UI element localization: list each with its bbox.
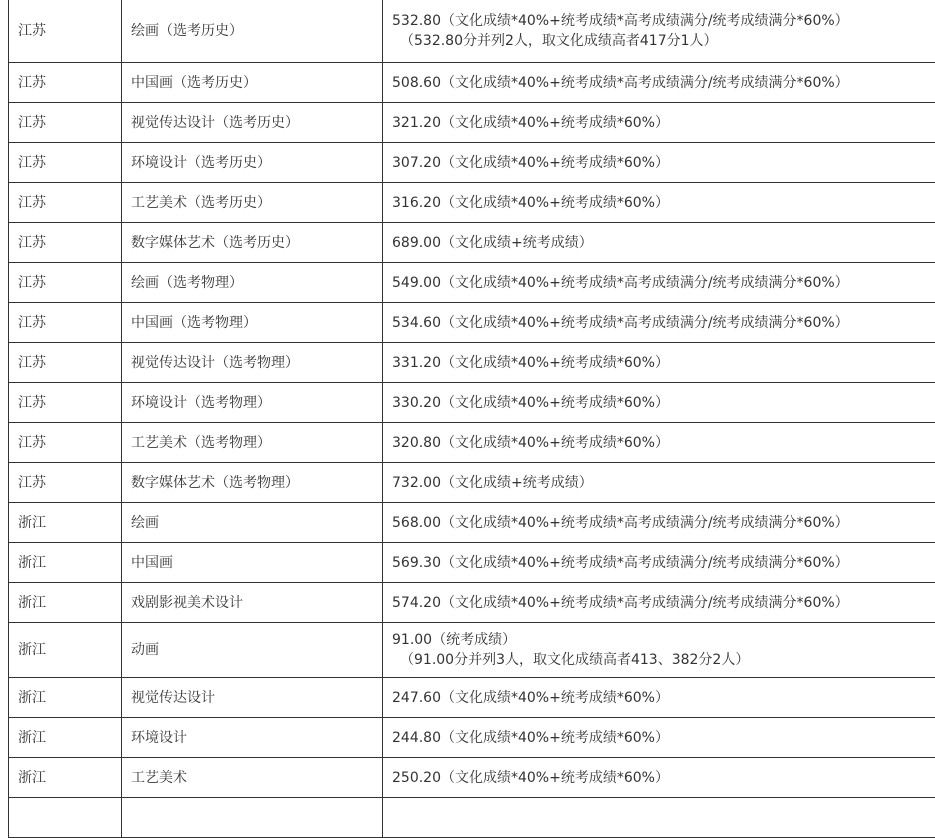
major-cell [122, 798, 383, 838]
major-cell: 视觉传达设计 [122, 678, 383, 718]
score-cell: 250.20（文化成绩*40%+统考成绩*60%） [383, 758, 935, 798]
table-row [9, 503, 935, 543]
score-cell: 307.20（文化成绩*40%+统考成绩*60%） [383, 143, 935, 183]
province-cell: 江苏 [9, 383, 122, 423]
table-row [9, 183, 935, 223]
score-cell: 321.20（文化成绩*40%+统考成绩*60%） [383, 103, 935, 143]
score-cell: 568.00（文化成绩*40%+统考成绩*高考成绩满分/统考成绩满分*60%） [383, 503, 935, 543]
province-cell: 浙江 [9, 503, 122, 543]
major-cell: 环境设计（选考历史） [122, 143, 383, 183]
score-cell: 320.80（文化成绩*40%+统考成绩*60%） [383, 423, 935, 463]
province-cell: 浙江 [9, 718, 122, 758]
province-cell: 江苏 [9, 423, 122, 463]
score-cell [383, 798, 935, 838]
table-row [9, 718, 935, 758]
table-row [9, 678, 935, 718]
score-cell: 330.20（文化成绩*40%+统考成绩*60%） [383, 383, 935, 423]
score-cell: 316.20（文化成绩*40%+统考成绩*60%） [383, 183, 935, 223]
score-cell: 569.30（文化成绩*40%+统考成绩*高考成绩满分/统考成绩满分*60%） [383, 543, 935, 583]
score-cell: 247.60（文化成绩*40%+统考成绩*60%） [383, 678, 935, 718]
table-row [9, 0, 935, 63]
table-row [9, 623, 935, 678]
major-cell: 视觉传达设计（选考物理） [122, 343, 383, 383]
table-row [9, 543, 935, 583]
score-cell: 331.20（文化成绩*40%+统考成绩*60%） [383, 343, 935, 383]
table-row [9, 143, 935, 183]
major-cell: 数字媒体艺术（选考物理） [122, 463, 383, 503]
province-cell: 浙江 [9, 758, 122, 798]
major-cell: 绘画（选考物理） [122, 263, 383, 303]
province-cell: 江苏 [9, 463, 122, 503]
table-row [9, 223, 935, 263]
province-cell: 江苏 [9, 63, 122, 103]
score-cell: 574.20（文化成绩*40%+统考成绩*高考成绩满分/统考成绩满分*60%） [383, 583, 935, 623]
score-cell: 549.00（文化成绩*40%+统考成绩*高考成绩满分/统考成绩满分*60%） [383, 263, 935, 303]
table-row [9, 583, 935, 623]
major-cell: 工艺美术（选考物理） [122, 423, 383, 463]
province-cell: 江苏 [9, 303, 122, 343]
province-cell [9, 798, 122, 838]
table-row [9, 303, 935, 343]
major-cell: 绘画 [122, 503, 383, 543]
table-row [9, 63, 935, 103]
province-cell: 浙江 [9, 623, 122, 678]
score-cell: 244.80（文化成绩*40%+统考成绩*60%） [383, 718, 935, 758]
major-cell: 动画 [122, 623, 383, 678]
major-cell: 视觉传达设计（选考历史） [122, 103, 383, 143]
major-cell: 中国画（选考历史） [122, 63, 383, 103]
score-text: 91.00（统考成绩） [392, 632, 516, 648]
major-cell: 中国画 [122, 543, 383, 583]
major-cell: 数字媒体艺术（选考历史） [122, 223, 383, 263]
table-row [9, 463, 935, 503]
province-cell: 江苏 [9, 0, 122, 63]
score-note: （532.80分并列2人，取文化成绩高者417分1人） [392, 31, 927, 51]
table-row [9, 423, 935, 463]
province-cell: 浙江 [9, 543, 122, 583]
province-cell: 江苏 [9, 263, 122, 303]
score-note: （91.00分并列3人，取文化成绩高者413、382分2人） [392, 650, 927, 670]
major-cell: 环境设计 [122, 718, 383, 758]
major-cell: 环境设计（选考物理） [122, 383, 383, 423]
score-cell: 534.60（文化成绩*40%+统考成绩*高考成绩满分/统考成绩满分*60%） [383, 303, 935, 343]
table-row [9, 383, 935, 423]
table-row [9, 343, 935, 383]
province-cell: 江苏 [9, 143, 122, 183]
table-row [9, 103, 935, 143]
major-cell: 工艺美术 [122, 758, 383, 798]
major-cell: 工艺美术（选考历史） [122, 183, 383, 223]
table-row [9, 758, 935, 798]
score-cell: 508.60（文化成绩*40%+统考成绩*高考成绩满分/统考成绩满分*60%） [383, 63, 935, 103]
score-text: 532.80（文化成绩*40%+统考成绩*高考成绩满分/统考成绩满分*60%） [392, 13, 849, 29]
province-cell: 浙江 [9, 678, 122, 718]
province-cell: 江苏 [9, 343, 122, 383]
table-row [9, 798, 935, 838]
score-cell [383, 623, 935, 678]
major-cell: 绘画（选考历史） [122, 0, 383, 63]
score-cell: 689.00（文化成绩+统考成绩） [383, 223, 935, 263]
province-cell: 浙江 [9, 583, 122, 623]
table-row [9, 263, 935, 303]
major-cell: 戏剧影视美术设计 [122, 583, 383, 623]
score-cell: 732.00（文化成绩+统考成绩） [383, 463, 935, 503]
province-cell: 江苏 [9, 223, 122, 263]
major-cell: 中国画（选考物理） [122, 303, 383, 343]
province-cell: 江苏 [9, 183, 122, 223]
score-cell [383, 0, 935, 63]
province-cell: 江苏 [9, 103, 122, 143]
admission-score-table [8, 0, 935, 838]
